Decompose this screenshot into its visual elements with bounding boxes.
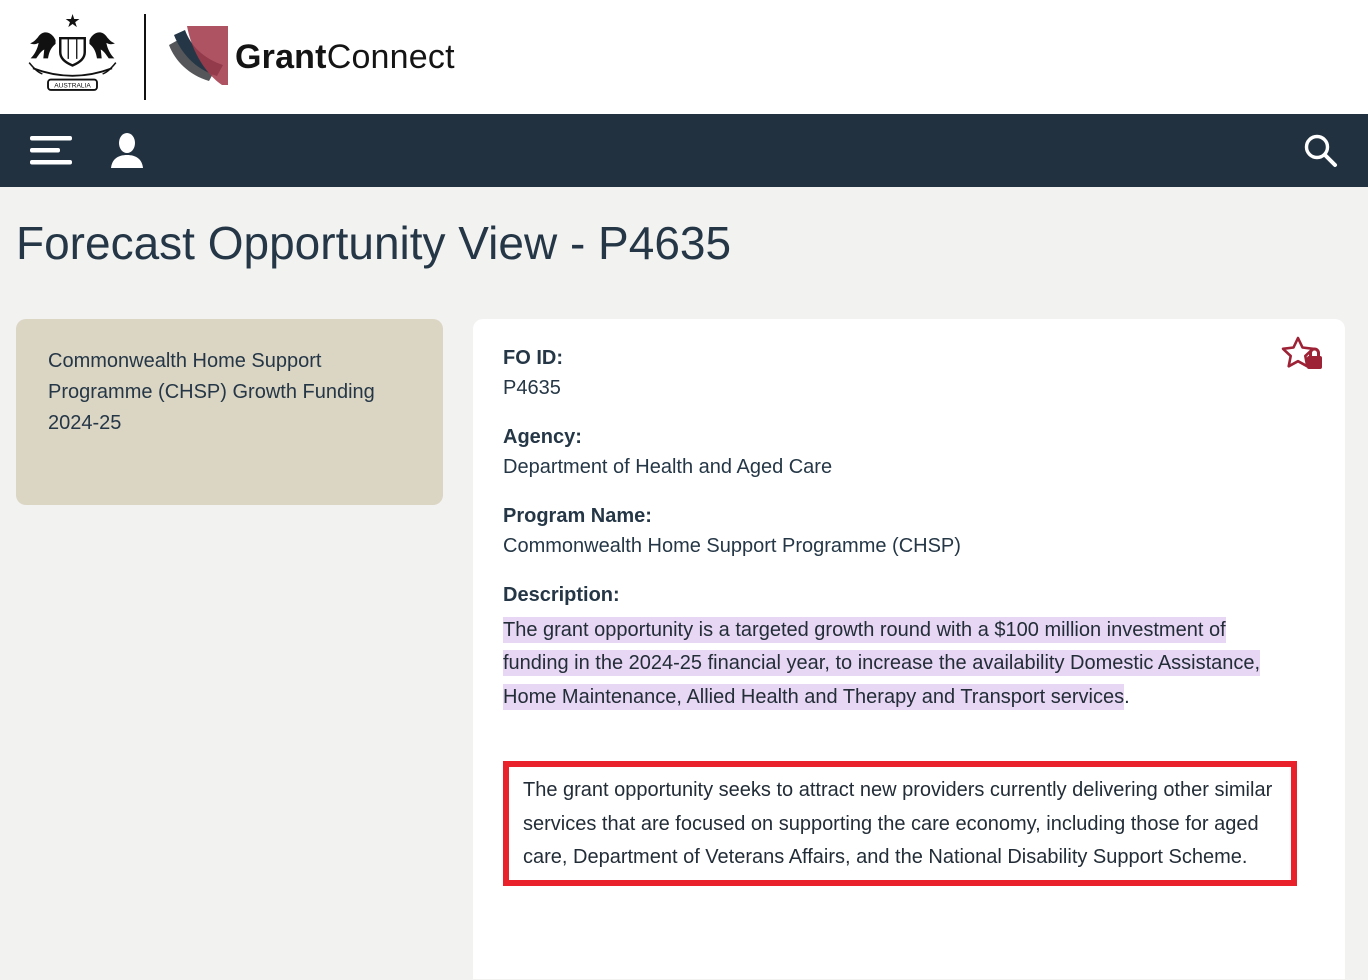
coat-of-arms-banner-text: AUSTRALIA [54,82,91,90]
search-icon [1300,131,1340,171]
description-trailing-period: . [1124,685,1130,708]
grantconnect-logo[interactable] [165,25,455,89]
field-value: P4635 [503,376,561,399]
field-program-name [503,505,1315,558]
field-fo-id [503,347,1315,400]
main-navbar [0,114,1368,187]
main-content [0,187,1368,979]
annotation-paragraph: The grant opportunity seeks to attract new providers currently delivering other similar services that are focused on supporting the care economy, including those for aged care, Department of Veterans Affairs, and the National Disability Support Scheme. [523,779,1273,869]
search-button[interactable] [1300,131,1340,171]
field-label: Agency: [503,425,582,448]
red-annotation-box [503,761,1297,886]
opportunity-title-text: Commonwealth Home Support Programme (CHSP) Growth Funding 2024-25 [48,349,375,434]
svg-text:★: ★ [64,10,81,31]
field-value: Department of Health and Aged Care [503,455,833,478]
menu-button[interactable] [30,134,74,168]
field-value: Commonwealth Home Support Programme (CHSP) [503,534,961,557]
field-label: Program Name: [503,504,652,527]
australian-coat-of-arms-logo[interactable] [16,9,129,105]
field-description [503,584,1315,715]
field-label: Description: [503,583,620,606]
description-paragraph [503,614,1273,715]
user-account-button[interactable] [110,133,144,169]
hamburger-icon [30,134,74,168]
highlighted-description-text: The grant opportunity is a targeted growth round with a $100 million investment of funding in the 2024-25 financial year, to increase the availability Domestic Assistance, Home Maintenance, Allied Health and Therapy and Transport services [503,618,1261,708]
coat-of-arms-icon [16,9,129,105]
grantconnect-wordmark: GrantConnect [235,37,455,76]
field-label: FO ID: [503,346,563,369]
star-lock-icon [1281,335,1327,375]
grantconnect-mark-icon [165,25,229,89]
opportunity-detail-panel [473,319,1345,979]
opportunity-title-card[interactable] [16,319,443,505]
field-agency [503,426,1315,479]
person-icon [110,133,144,169]
page-title: Forecast Opportunity View - P4635 [16,217,732,269]
header-divider [144,14,146,100]
watch-star-lock-button[interactable] [1281,335,1327,378]
brand-header [0,0,1368,114]
